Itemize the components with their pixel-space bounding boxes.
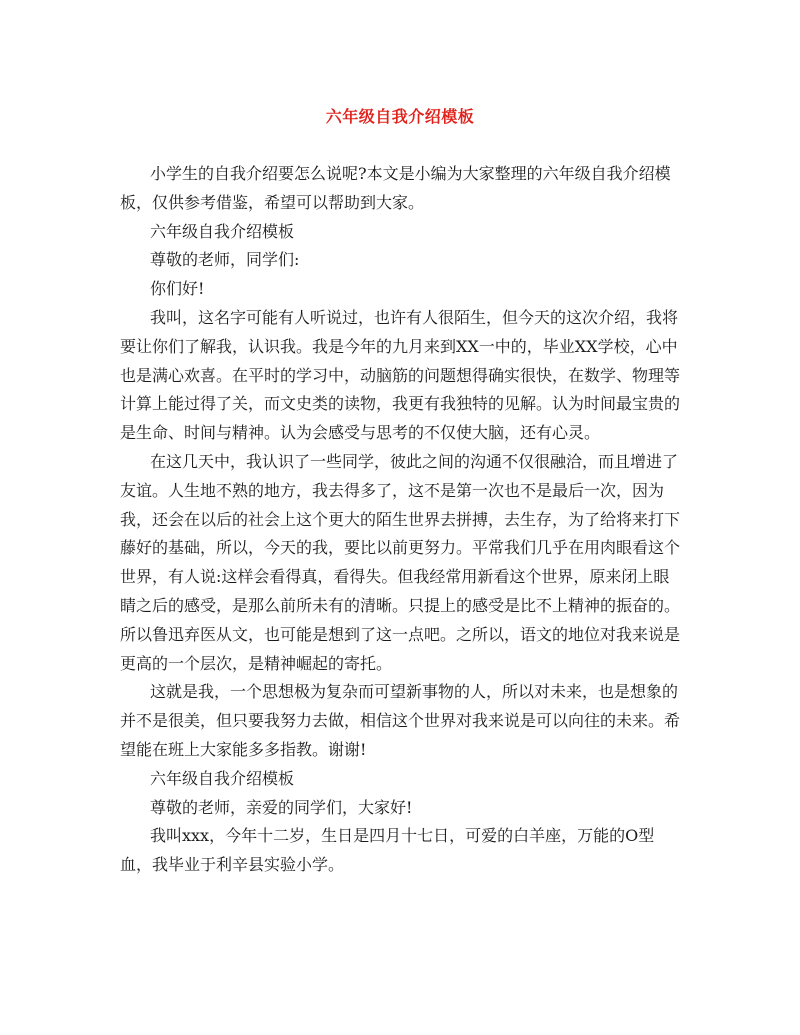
salutation: 尊敬的老师，同学们: <box>150 250 300 270</box>
greeting: 你们好! <box>150 279 205 299</box>
salutation: 尊敬的老师，亲爱的同学们，大家好! <box>150 797 413 817</box>
body-paragraph: 我叫xxx，今年十二岁，生日是四月十七日，可爱的白羊座，万能的O型血，我毕业于利辛县实验小学。 <box>120 826 655 875</box>
intro-paragraph: 小学生的自我介绍要怎么说呢?本文是小编为大家整理的六年级自我介绍模板，仅供参考借鉴，希望可以帮助到大家。 <box>120 164 671 212</box>
body-paragraph: 在这几天中，我认识了一些同学，彼此之间的沟通不仅很融洽，而且增进了友谊。人生地不熟的地方，我去得多了，这不是第一次也不是最后一次，因为我，还会在以后的社会上这个更大的陌生世界去拼搏，去生存，为了给将来打下藤好的基础，所以，今天的我，要比以前更努力。平常我们几乎在用肉眼看这个世界，有人说:这样会看得真，看得失。但我经常用新看这个世界，原来闭上眼睛之后的感受，是那么前所未有的清晰。只提上的感受是比不上精神的振奋的。所以鲁迅弃医从文，也可能是想到了这一点吧。之所以，语文的地位对我来说是更高的一个层次，是精神崛起的寄托。 <box>120 451 681 673</box>
body-paragraph: 这就是我，一个思想极为复杂而可望新事物的人，所以对未来，也是想象的并不是很美，但只要我努力去做，相信这个世界对我来说是可以向往的未来。希望能在班上大家能多多指教。谢谢! <box>120 682 681 759</box>
body-paragraph: 我叫，这名字可能有人听说过，也许有人很陌生，但今天的这次介绍，我将要让你们了解我，认识我。我是今年的九月来到XX一中的，毕业XX学校，心中也是满心欢喜。在平时的学习中，动脑筋的问题想得确实很快，在数学、物理等计算上能过得了关，而文史类的读物，我更有我独特的见解。认为时间最宝贵的是生命、时间与精神。认为会感受与思考的不仅使大脑，还有心灵。 <box>120 307 681 443</box>
section-heading: 六年级自我介绍模板 <box>150 768 295 788</box>
document-body <box>120 160 680 880</box>
document-title: 六年级自我介绍模板 <box>325 107 475 126</box>
section-heading: 六年级自我介绍模板 <box>150 221 295 241</box>
